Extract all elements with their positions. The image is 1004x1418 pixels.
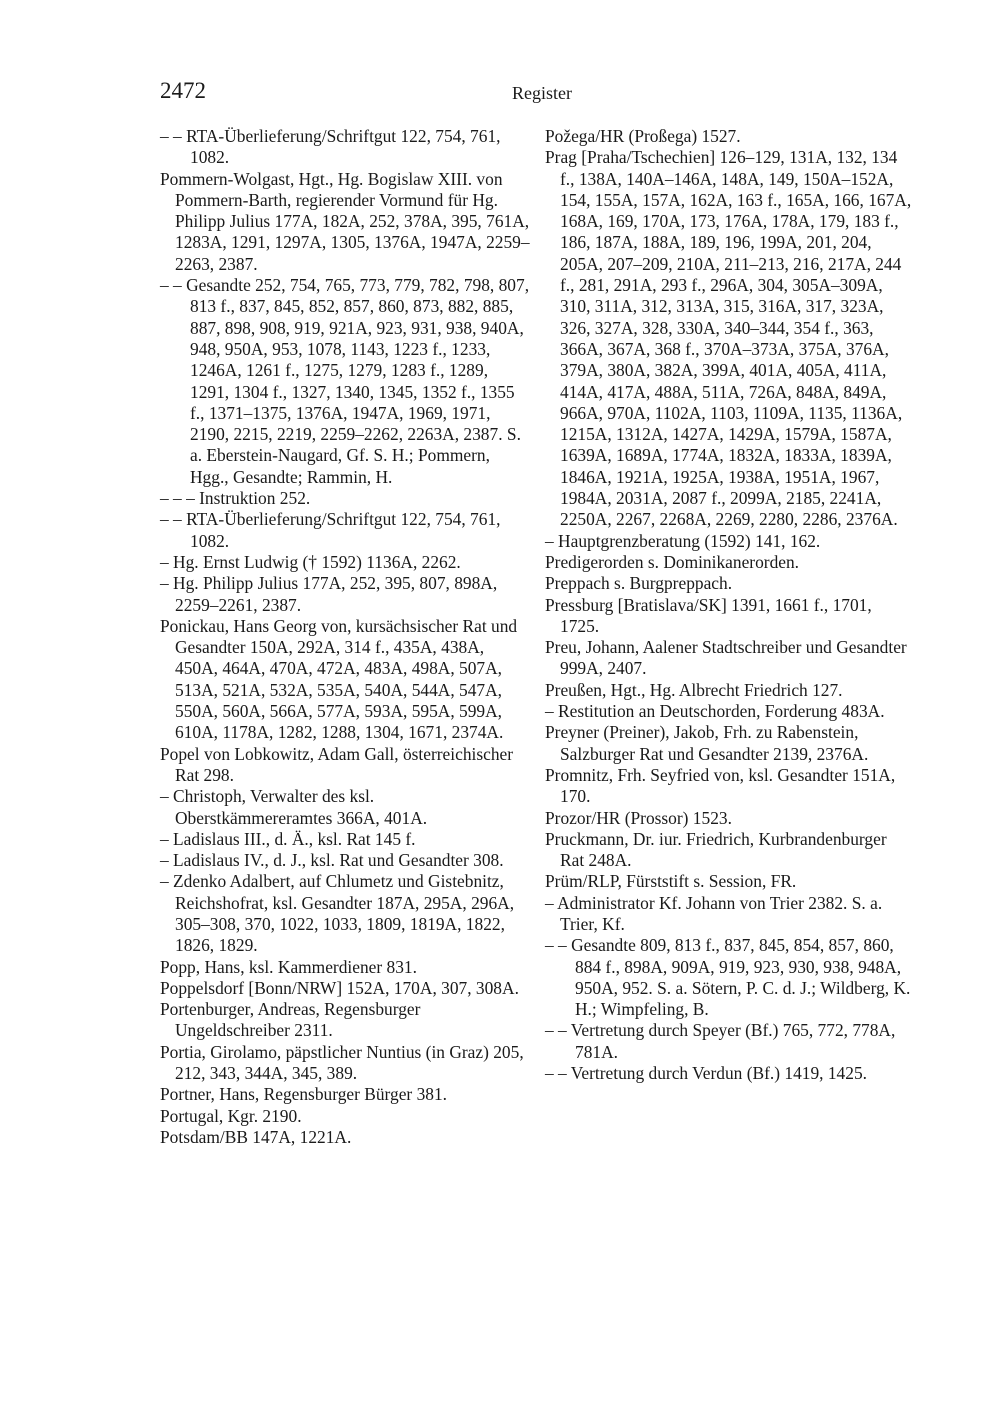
page-number: 2472 bbox=[160, 78, 206, 103]
index-column-right bbox=[545, 126, 915, 1084]
index-entry: Pressburg [Bratislava/SK] 1391, 1661 f., 1701, 1725. bbox=[545, 594, 872, 636]
index-entry: Portugal, Kgr. 2190. bbox=[160, 1105, 302, 1126]
index-column-left bbox=[160, 126, 530, 1148]
running-head: Register bbox=[512, 83, 572, 103]
index-entry: – – Vertretung durch Verdun (Bf.) 1419, 1425. bbox=[545, 1063, 867, 1084]
index-entry: – Hg. Ernst Ludwig († 1592) 1136A, 2262. bbox=[160, 551, 461, 572]
index-entry: Popel von Lobkowitz, Adam Gall, österreichischer Rat 298. bbox=[160, 743, 514, 785]
index-entry: Preyner (Preiner), Jakob, Frh. zu Rabenstein, Salzburger Rat und Gesandter 2139, 2376A. bbox=[545, 722, 869, 764]
index-entry: Preppach s. Burgpreppach. bbox=[545, 573, 733, 594]
index-entry: – – RTA-Überlieferung/Schriftgut 122, 754, 761, 1082. bbox=[160, 509, 501, 551]
index-entry: Portia, Girolamo, päpstlicher Nuntius (in Graz) 205, 212, 343, 344A, 345, 389. bbox=[160, 1041, 524, 1084]
index-entry: Pruckmann, Dr. iur. Friedrich, Kurbrandenburger Rat 248A. bbox=[545, 828, 887, 871]
index-entry: Popp, Hans, ksl. Kammerdiener 831. bbox=[160, 956, 417, 977]
index-entry: – Ladislaus III., d. Ä., ksl. Rat 145 f. bbox=[160, 828, 416, 849]
index-entry: Predigerorden s. Dominikanerorden. bbox=[545, 551, 800, 572]
index-entry: Preu, Johann, Aalener Stadtschreiber und Gesandter 999A, 2407. bbox=[545, 637, 907, 679]
index-entry: – Hg. Philipp Julius 177A, 252, 395, 807, 898A, 2259–2261, 2387. bbox=[160, 573, 498, 615]
index-entry: – – RTA-Überlieferung/Schriftgut 122, 754, 761, 1082. bbox=[160, 126, 501, 168]
index-entry: Prozor/HR (Prossor) 1523. bbox=[545, 807, 732, 828]
index-entry: Poppelsdorf [Bonn/NRW] 152A, 170A, 307, 308A. bbox=[160, 977, 519, 998]
index-entry: – Zdenko Adalbert, auf Chlumetz und Gistebnitz, Reichshofrat, ksl. Gesandter 187A, 295A, 296A, 305–308, 370, 1022, 1033, 1809, 1819A, 1822, 1826, 1829. bbox=[160, 871, 515, 956]
index-entry: – Christoph, Verwalter des ksl. Oberstkämmereramtes 366A, 401A. bbox=[160, 786, 428, 828]
index-entry: – – Vertretung durch Speyer (Bf.) 765, 772, 778A, 781A. bbox=[545, 1020, 896, 1062]
index-entry: Pommern-Wolgast, Hgt., Hg. Bogislaw XIII. von Pommern-Barth, regierender Vormund für Hg. Philipp Julius 177A, 182A, 252, 378A, 395, 761A, 1283A, 1291, 1297A, 1305, 1376A, 1947A, 2259–2263, 2387. bbox=[160, 168, 530, 274]
index-entry: Portner, Hans, Regensburger Bürger 381. bbox=[160, 1084, 448, 1105]
index-entry: Prag [Praha/Tschechien] 126–129, 131A, 132, 134 f., 138A, 140A–146A, 148A, 149, 150A–152A, 154, 155A, 157A, 162A, 163 f., 165A, 166, 167A, 168A, 169, 170A, 173, 176A, 178A, 179, 183 f., 186, 187A, 188A, 189, 196, 199A, 201, 204, 205A, 207–209, 210A, 211–213, 216, 217A, 244 f., 281, 291A, 293 f., 296A, 304, 305A–309A, 310, 311A, 312, 313A, 315, 316A, 317, 323A, 326, 327A, 328, 330A, 340–344, 354 f., 363, 366A, 367A, 368 f., 370A–373A, 375A, 376A, 379A, 380A, 382A, 399A, 401A, 405A, 411A, 414A, 417A, 488A, 511A, 726A, 848A, 849A, 966A, 970A, 1102A, 1103, 1109A, 1135, 1136A, 1215A, 1312A, 1427A, 1429A, 1579A, 1587A, 1639A, 1689A, 1774A, 1832A, 1833A, 1839A, 1846A, 1921A, 1925A, 1938A, 1951A, 1967, 1984A, 2031A, 2087 f., 2099A, 2185, 2241A, 2250A, 2267, 2268A, 2269, 2280, 2286, 2376A. bbox=[545, 147, 912, 530]
index-entry: – Restitution an Deutschorden, Forderung 483A. bbox=[545, 701, 885, 722]
index-entry: – Hauptgrenzberatung (1592) 141, 162. bbox=[545, 530, 821, 551]
index-entry: Preußen, Hgt., Hg. Albrecht Friedrich 127. bbox=[545, 679, 843, 700]
index-entry: Promnitz, Frh. Seyfried von, ksl. Gesandter 151A, 170. bbox=[545, 764, 896, 807]
index-entry: – – Gesandte 809, 813 f., 837, 845, 854, 857, 860, 884 f., 898A, 909A, 919, 923, 930, 938, 948A, 950A, 952. S. a. Sötern, P. C. d. J.; Wildberg, K. H.; Wimpfeling, B. bbox=[545, 935, 911, 1020]
index-entry: – Ladislaus IV., d. J., ksl. Rat und Gesandter 308. bbox=[160, 850, 504, 871]
index-entry: Prüm/RLP, Fürststift s. Session, FR. bbox=[545, 871, 797, 892]
index-entry: – Administrator Kf. Johann von Trier 2382. S. a. Trier, Kf. bbox=[545, 892, 883, 934]
index-entry: Ponickau, Hans Georg von, kursächsischer Rat und Gesandter 150A, 292A, 314 f., 435A, 438A, 450A, 464A, 470A, 472A, 483A, 498A, 507A, 513A, 521A, 532A, 535A, 540A, 544A, 547A, 550A, 560A, 566A, 577A, 593A, 595A, 599A, 610A, 1178A, 1282, 1288, 1304, 1671, 2374A. bbox=[160, 615, 518, 743]
index-entry: – – – Instruktion 252. bbox=[160, 488, 311, 509]
index-entry: – – Gesandte 252, 754, 765, 773, 779, 782, 798, 807, 813 f., 837, 845, 852, 857, 860, 873, 882, 885, 887, 898, 908, 919, 921A, 923, 931, 938, 940A, 948, 950A, 953, 1078, 1143, 1223 f., 1233, 1246A, 1261 f., 1275, 1279, 1283 f., 1289, 1291, 1304 f., 1327, 1340, 1345, 1352 f., 1355 f., 1371–1375, 1376A, 1947A, 1969, 1971, 2190, 2215, 2219, 2259–2262, 2263A, 2387. S. a. Eberstein-Naugard, Gf. S. H.; Pommern, Hgg., Gesandte; Rammin, H. bbox=[160, 275, 530, 487]
index-entry: Portenburger, Andreas, Regensburger Ungeldschreiber 2311. bbox=[160, 999, 421, 1041]
index-entry: Požega/HR (Proßega) 1527. bbox=[545, 126, 741, 146]
index-entry: Potsdam/BB 147A, 1221A. bbox=[160, 1126, 352, 1147]
